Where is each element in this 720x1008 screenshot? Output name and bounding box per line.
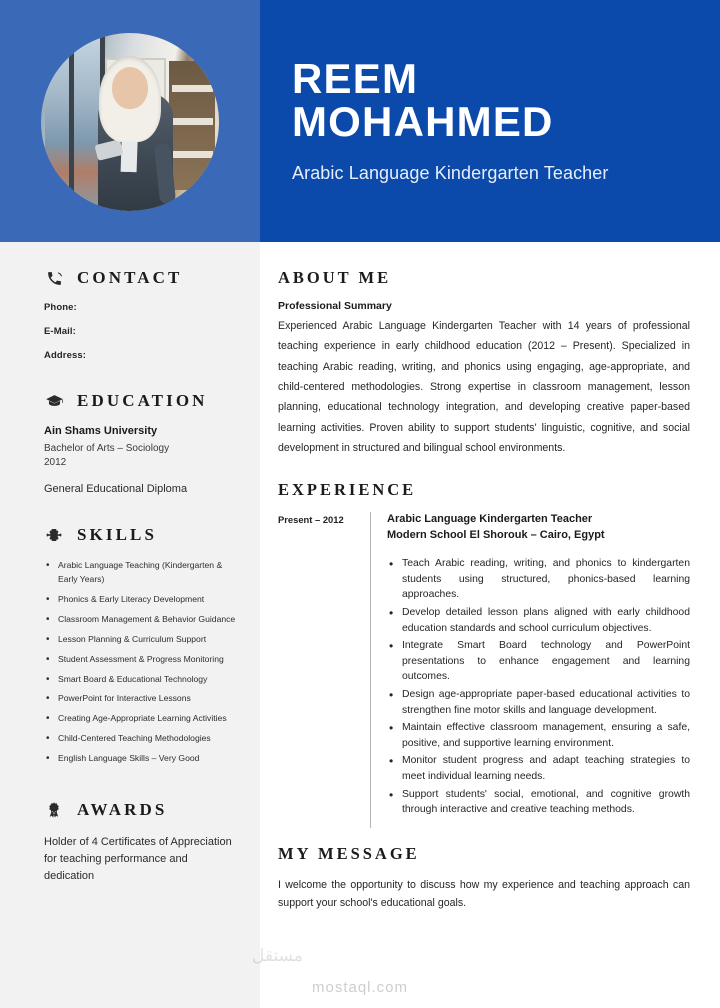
awards-title: AWARDS bbox=[77, 800, 168, 820]
experience-bullet: • Maintain effective classroom management, ensuring a safe, positive, and supportive learning environment. bbox=[387, 720, 690, 751]
awards-text: Holder of 4 Certificates of Appreciation for teaching performance and dedication bbox=[44, 836, 232, 882]
experience-bullet: • Develop detailed lesson plans aligned with early childhood education standards and school curriculum objectives. bbox=[387, 605, 690, 636]
photo-window-mullion bbox=[69, 33, 74, 211]
skills-list bbox=[44, 559, 238, 766]
experience-date: Present – 2012 bbox=[278, 514, 344, 526]
education-extra: General Educational Diploma bbox=[44, 483, 188, 495]
skill-item: • Student Assessment & Progress Monitoring bbox=[44, 653, 238, 667]
watermark-site: mostaql.com bbox=[311, 979, 409, 996]
education-year: 2012 bbox=[44, 456, 67, 468]
experience-details bbox=[370, 512, 690, 828]
first-name: REEM bbox=[292, 55, 419, 103]
skill-item: • Phonics & Early Literacy Development bbox=[44, 593, 238, 607]
job-title: Arabic Language Kindergarten Teacher bbox=[292, 162, 609, 183]
contact-address-label: Address: bbox=[44, 350, 86, 361]
puzzle-piece-icon bbox=[44, 525, 64, 545]
award-ribbon-icon bbox=[44, 800, 64, 820]
experience-section bbox=[278, 480, 690, 828]
phone-icon bbox=[44, 268, 64, 288]
contact-email-label: E-Mail: bbox=[44, 326, 76, 337]
cv-body bbox=[0, 242, 720, 1008]
education-school: Ain Shams University bbox=[44, 425, 158, 437]
message-body: I welcome the opportunity to discuss how my experience and teaching approach can support your school's educational goals. bbox=[278, 878, 690, 910]
main-content bbox=[260, 242, 720, 1008]
experience-bullet: • Integrate Smart Board technology and PowerPoint presentations to enhance engagement and learning outcomes. bbox=[387, 638, 690, 685]
education-heading bbox=[44, 391, 238, 411]
experience-entry bbox=[278, 512, 690, 828]
photo-face bbox=[112, 67, 148, 109]
skills-section bbox=[44, 525, 238, 766]
awards-heading bbox=[44, 800, 238, 820]
awards-section bbox=[44, 800, 238, 884]
cv-header bbox=[0, 0, 720, 242]
skill-item: • Creating Age-Appropriate Learning Activities bbox=[44, 712, 238, 726]
skill-item: • Lesson Planning & Curriculum Support bbox=[44, 633, 238, 647]
experience-bullet: • Design age-appropriate paper-based educational activities to strengthen fine motor skills and language development. bbox=[387, 687, 690, 718]
experience-bullet: • Support students' social, emotional, and cognitive growth through interactive and creative teaching methods. bbox=[387, 787, 690, 818]
experience-role: Arabic Language Kindergarten Teacher bbox=[387, 513, 593, 526]
experience-bullet: • Teach Arabic reading, writing, and phonics to kindergarten students using structured, phonics-based learning approaches. bbox=[387, 556, 690, 603]
skill-item: • Smart Board & Educational Technology bbox=[44, 673, 238, 687]
about-title: ABOUT ME bbox=[278, 268, 392, 287]
message-title: MY MESSAGE bbox=[278, 843, 420, 863]
watermark-arabic: مستقل bbox=[252, 946, 303, 965]
skill-item: • English Language Skills – Very Good bbox=[44, 752, 238, 766]
contact-list bbox=[44, 302, 238, 361]
education-degree: Bachelor of Arts – Sociology bbox=[44, 443, 170, 454]
contact-section bbox=[44, 268, 238, 361]
about-body: Experienced Arabic Language Kindergarten Teacher with 14 years of professional teaching experience in early childhood education (2012 – Present). Specialized in teaching Arabic reading, writing, and phonics using engaging, age-appropriate, and child-centered methodologies. Strong expertise in classroom management, lesson planning, educational technology integration, and developing creative paper-based learning activities. Proven ability to support students' linguistic, cognitive, and social development in structured and bilingual school environments. bbox=[278, 320, 690, 454]
education-entry bbox=[44, 425, 238, 469]
sidebar bbox=[0, 242, 260, 1008]
about-section bbox=[278, 268, 690, 458]
header-photo-panel bbox=[0, 0, 260, 242]
skills-heading bbox=[44, 525, 238, 545]
profile-photo bbox=[41, 33, 219, 211]
message-section bbox=[278, 844, 690, 913]
skill-item: • Arabic Language Teaching (Kindergarten & Early Years) bbox=[44, 559, 238, 587]
experience-bullet: • Monitor student progress and adapt teaching strategies to meet individual learning needs. bbox=[387, 753, 690, 784]
experience-title: EXPERIENCE bbox=[278, 480, 417, 500]
about-subtitle: Professional Summary bbox=[278, 300, 392, 312]
last-name: MOHAHMED bbox=[292, 98, 554, 145]
contact-heading bbox=[44, 268, 238, 288]
experience-organization: Modern School El Shorouk – Cairo, Egypt bbox=[387, 529, 605, 542]
skills-title: SKILLS bbox=[77, 525, 158, 544]
education-section bbox=[44, 391, 238, 495]
contact-phone-label: Phone: bbox=[44, 302, 77, 313]
experience-bullets bbox=[387, 556, 690, 818]
header-name-panel bbox=[260, 0, 720, 242]
photo-bookshelf bbox=[169, 61, 215, 189]
skill-item: • PowerPoint for Interactive Lessons bbox=[44, 692, 238, 706]
graduation-cap-icon bbox=[44, 391, 64, 411]
skill-item: • Classroom Management & Behavior Guidance bbox=[44, 613, 238, 627]
contact-title: CONTACT bbox=[77, 268, 183, 287]
skill-item: • Child-Centered Teaching Methodologies bbox=[44, 732, 238, 746]
education-title: EDUCATION bbox=[77, 391, 208, 410]
